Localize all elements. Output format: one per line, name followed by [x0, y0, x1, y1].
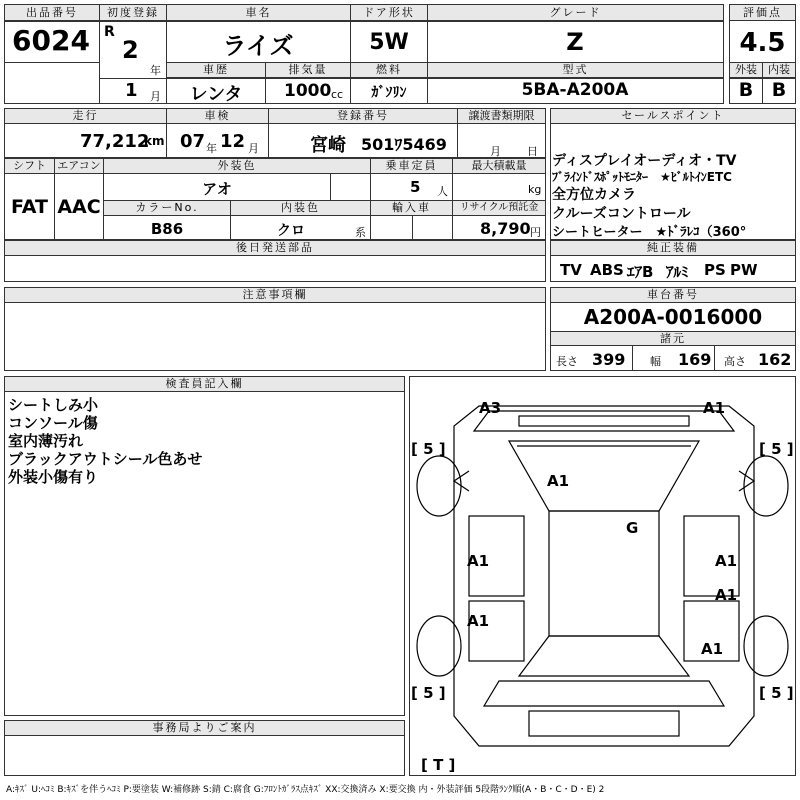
damage-mark: A3: [479, 399, 502, 417]
transfer-label: 譲渡書類期限: [458, 109, 545, 124]
inspector-line: 室内薄汚れ: [8, 432, 84, 450]
damage-mark: A1: [467, 552, 490, 570]
load-label: 最大積載量: [453, 159, 545, 174]
height-label: 高さ: [724, 355, 746, 368]
damage-mark: A1: [715, 586, 738, 604]
chassis-number: A200A-0016000: [583, 305, 763, 329]
plate-area: 宮崎: [310, 135, 346, 156]
fuel: ｶﾞｿﾘﾝ: [371, 85, 407, 101]
tire-rating: [ 5 ]: [411, 684, 446, 702]
recycle-unit: 円: [530, 226, 541, 239]
inspection-month: 12: [220, 131, 246, 152]
inspector-label: 検査員記入欄: [5, 377, 404, 392]
int-color-unit: 系: [355, 226, 366, 239]
year-unit: 年: [150, 64, 161, 77]
chassis-label: 車台番号: [551, 288, 795, 303]
damage-mark: A1: [701, 640, 724, 658]
equipment-item: PW: [730, 261, 758, 279]
load-unit: kg: [528, 183, 542, 196]
damage-mark: A1: [715, 552, 738, 570]
capacity-unit: 人: [437, 185, 448, 198]
int-color: クロ: [277, 223, 305, 239]
spare-tire: [ T ]: [421, 756, 456, 774]
tire-rating: [ 5 ]: [411, 440, 446, 458]
ext-grade: B: [738, 79, 754, 101]
damage-mark: A1: [703, 399, 726, 417]
score: 4.5: [739, 28, 786, 58]
equipment-label: 純正装備: [551, 241, 795, 256]
ext-label: 外装: [730, 63, 762, 78]
legend: A:ｷｽﾞ U:ﾍｺﾐ B:ｷｽﾞを伴うﾍｺﾐ P:要塗装 W:補修跡 S:錆 C:腐食 G:ﾌﾛﾝﾄｶﾞﾗｽ点ｷｽﾞ XX:交換済み X:要交換 内・外装評価 5段階ﾗﾝｸ順(A・B・C・D・E) 2: [6, 785, 605, 795]
tire-rating: [ 5 ]: [759, 684, 794, 702]
door: 5W: [369, 30, 409, 55]
import-label: 輸入車: [371, 201, 452, 216]
reg-label: 初度登録: [100, 5, 166, 21]
shift-label: シフト: [5, 159, 54, 174]
sales-label: セールスポイント: [551, 109, 795, 124]
model: 5BA-A200A: [521, 80, 629, 100]
length: 399: [592, 350, 626, 369]
history-label: 車歴: [167, 63, 265, 78]
damage-mark: G: [626, 519, 639, 537]
lot-number: 6024: [12, 24, 90, 57]
damage-mark: A1: [547, 472, 570, 490]
reg-year: 2: [122, 36, 139, 64]
equipment-item: ｱﾙﾐ: [666, 263, 689, 281]
dims-label: 諸元: [551, 331, 795, 346]
recycle-label: リサイクル預託金: [453, 201, 545, 216]
door-label: ドア形状: [351, 5, 427, 21]
plate-label: 登録番号: [269, 109, 457, 124]
plate-number: 501ﾜ5469: [361, 135, 447, 154]
inspector-line: ブラックアウトシール色あせ: [8, 450, 203, 468]
inspection-year-unit: 年: [206, 142, 217, 155]
transfer-month: 月: [490, 145, 501, 158]
width-label: 幅: [650, 355, 661, 368]
mileage-label: 走行: [5, 109, 166, 124]
inspector-line: 外装小傷有り: [8, 468, 99, 486]
notes-label: 注意事項欄: [5, 288, 545, 303]
sales-line: シートヒーター ★ﾄﾞﾗﾚｺ（360°: [552, 225, 747, 240]
color-no-label: カラーNo.: [104, 201, 230, 216]
equipment-item: ｴｱB: [627, 263, 654, 281]
fuel-label: 燃料: [351, 63, 427, 78]
month-unit: 月: [150, 90, 161, 103]
model-label: 型式: [428, 63, 723, 78]
sales-line: 全方位カメラ: [552, 187, 636, 203]
name: ライズ: [222, 32, 294, 60]
office-label: 事務局よりご案内: [5, 721, 404, 736]
displacement: 1000: [284, 81, 332, 101]
tire-rating: [ 5 ]: [759, 440, 794, 458]
capacity: 5: [410, 178, 421, 196]
equipment-item: PS: [704, 261, 726, 279]
equipment-item: TV: [560, 261, 582, 279]
sales-line: ディスプレイオーディオ・TV: [552, 153, 737, 169]
inspector-line: シートしみ小: [8, 396, 99, 414]
disp-unit: cc: [331, 88, 344, 101]
height: 162: [758, 350, 792, 369]
color-no: B86: [150, 220, 184, 238]
lot-label: 出品番号: [5, 5, 99, 21]
grade-label: グレード: [428, 5, 723, 21]
transfer-day: 日: [527, 145, 538, 158]
mileage-unit: km: [144, 134, 165, 148]
era: R: [104, 24, 115, 40]
disp-label: 排気量: [266, 63, 350, 78]
shift: FAT: [11, 196, 48, 218]
inspection-month-unit: 月: [248, 142, 259, 155]
equipment-item: ABS: [590, 261, 624, 279]
mileage: 77,212: [80, 131, 150, 152]
sales-line: クルーズコントロール: [552, 206, 691, 222]
capacity-label: 乗車定員: [371, 159, 452, 174]
ac: AAC: [57, 196, 101, 218]
reg-month: 1: [125, 80, 138, 101]
inspection-label: 車検: [167, 109, 268, 124]
color: アオ: [202, 180, 232, 198]
int-label: 内装: [763, 63, 795, 78]
name-label: 車名: [167, 5, 350, 21]
int-color-label: 内装色: [231, 201, 370, 216]
recycle-fee: 8,790: [480, 219, 531, 238]
score-label: 評価点: [730, 5, 795, 21]
int-grade: B: [771, 79, 787, 101]
ac-label: エアコン: [55, 159, 103, 174]
width: 169: [678, 350, 712, 369]
damage-mark: A1: [467, 612, 490, 630]
grade: Z: [566, 28, 584, 56]
inspection-year: 07: [180, 131, 206, 152]
inspector-line: コンソール傷: [8, 414, 98, 432]
sales-line: ﾌﾞﾗｲﾝﾄﾞｽﾎﾟｯﾄﾓﾆﾀｰ ★ﾋﾞﾙﾄｲﾝETC: [552, 170, 732, 184]
history: レンタ: [189, 84, 243, 105]
color-label: 外装色: [104, 159, 370, 174]
later-parts-label: 後日発送部品: [5, 241, 545, 256]
car-diagram: [409, 376, 796, 776]
length-label: 長さ: [556, 355, 578, 368]
